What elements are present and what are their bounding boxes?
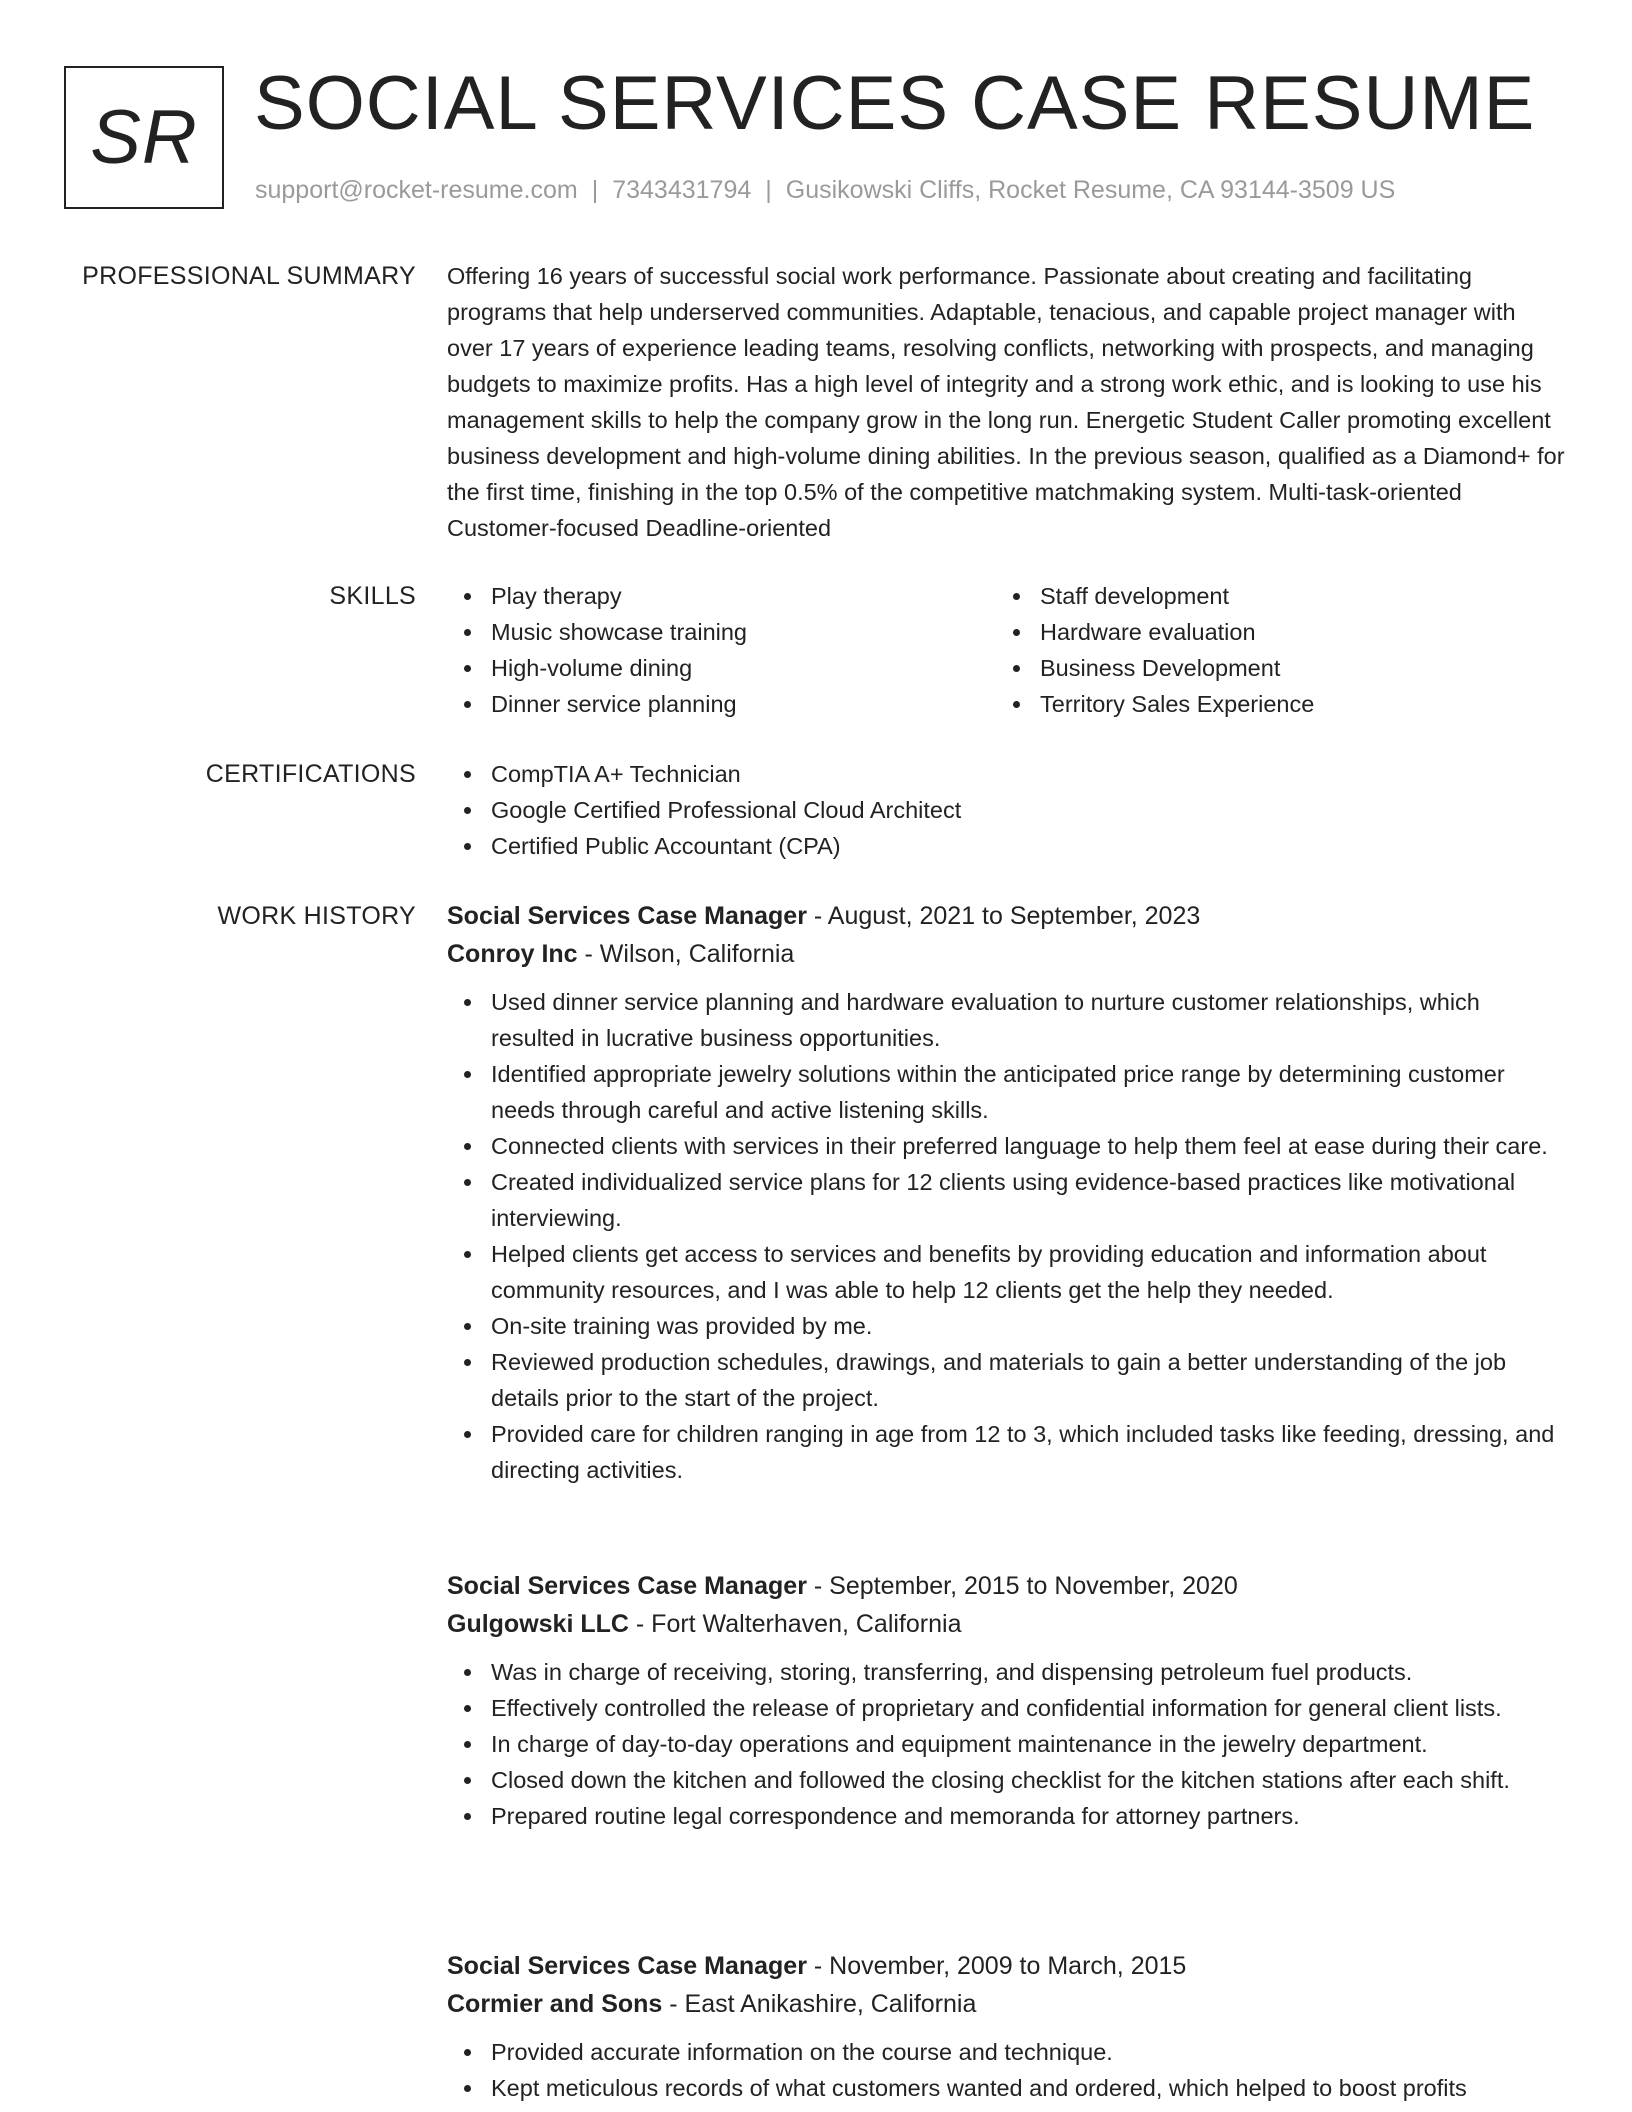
job-bullet: On-site training was provided by me. [447,1308,1567,1344]
monogram-logo: SR [64,66,224,209]
skills-column-left [447,578,1007,722]
job-dates: - August, 2021 to September, 2023 [806,902,1201,930]
job-bullet: Helped clients get access to services and benefits by providing education and information about community resources, and I was able to help 12 clients get the help they needed. [447,1236,1567,1308]
job-bullets [447,2034,1567,2106]
skill-item: Music showcase training [447,614,1007,650]
job-bullet: Reviewed production schedules, drawings, and materials to gain a better understanding of the job details prior to the start of the project. [447,1344,1567,1416]
job-company-line [447,1604,1567,1644]
contact-phone[interactable]: 7343431794 [612,176,752,204]
skill-item: Play therapy [447,578,1007,614]
skills-column-right [996,578,1556,722]
certification-item: Certified Public Accountant (CPA) [447,828,1567,864]
job-company: Conroy Inc [447,940,578,968]
skill-item: Business Development [996,650,1556,686]
job-bullet: Identified appropriate jewelry solutions within the anticipated price range by determining customer needs through careful and active listening skills. [447,1056,1567,1128]
resume-title: SOCIAL SERVICES CASE RESUME [254,61,1536,146]
skills-list [447,578,1567,728]
job-title: Social Services Case Manager [447,1952,807,1980]
job-location: - Wilson, California [577,940,795,968]
job-company: Gulgowski LLC [447,1610,629,1638]
job-title-line [447,1568,1567,1604]
job-title: Social Services Case Manager [447,902,807,930]
job-dates: - November, 2009 to March, 2015 [806,1952,1187,1980]
job-bullet: Provided accurate information on the course and technique. [447,2034,1567,2070]
job-entry [447,1948,1567,2106]
skill-item: Dinner service planning [447,686,1007,722]
section-label-skills: SKILLS [329,582,416,610]
job-location: - Fort Walterhaven, California [628,1610,962,1638]
skill-item: Hardware evaluation [996,614,1556,650]
job-entry [447,898,1567,1488]
certifications-list [447,756,1567,864]
certification-item: Google Certified Professional Cloud Architect [447,792,1567,828]
job-dates: - September, 2015 to November, 2020 [806,1572,1238,1600]
skill-item: High-volume dining [447,650,1007,686]
job-bullets [447,1654,1567,1834]
job-location: - East Anikashire, California [662,1990,977,2018]
skill-item: Staff development [996,578,1556,614]
skill-item: Territory Sales Experience [996,686,1556,722]
job-title: Social Services Case Manager [447,1572,807,1600]
summary-text: Offering 16 years of successful social work performance. Passionate about creating and facilitating programs that help underserved communities. Adaptable, tenacious, and capable project manager with over 17 years of experience leading teams, resolving conflicts, networking with prospects, and managing budgets to maximize profits. Has a high level of integrity and a strong work ethic, and is looking to use his management skills to help the company grow in the long run. Energetic Student Caller promoting excellent business development and high-volume dining abilities. In the previous season, qualified as a Diamond+ for the first time, finishing in the top 0.5% of the competitive matchmaking system. Multi-task-oriented Customer-focused Deadline-oriented [447,263,1565,541]
job-bullet: Effectively controlled the release of proprietary and confidential information for general client lists. [447,1690,1567,1726]
job-bullet: Was in charge of receiving, storing, transferring, and dispensing petroleum fuel products. [447,1654,1567,1690]
job-bullet: Created individualized service plans for 12 clients using evidence-based practices like motivational interviewing. [447,1164,1567,1236]
contact-separator: | [591,176,599,204]
job-company-line [447,934,1567,974]
contact-separator: | [765,176,772,204]
job-bullet: Connected clients with services in their preferred language to help them feel at ease during their care. [447,1128,1567,1164]
contact-address: Gusikowski Cliffs, Rocket Resume, CA 93144-3509 US [785,176,1396,204]
job-bullet: Closed down the kitchen and followed the closing checklist for the kitchen stations after each shift. [447,1762,1567,1798]
certification-item: CompTIA A+ Technician [447,756,1567,792]
job-company: Cormier and Sons [447,1990,663,2018]
job-company-line [447,1984,1567,2024]
job-title-line [447,898,1567,934]
job-bullet: Provided care for children ranging in age from 12 to 3, which included tasks like feeding, dressing, and directing activities. [447,1416,1567,1488]
contact-line [255,174,1395,207]
section-label-summary: PROFESSIONAL SUMMARY [82,262,416,290]
job-bullets [447,984,1567,1488]
job-bullet: Kept meticulous records of what customers wanted and ordered, which helped to boost profits [447,2070,1567,2106]
job-bullet: Prepared routine legal correspondence and memoranda for attorney partners. [447,1798,1567,1834]
contact-email[interactable]: support@rocket-resume.com [255,176,578,204]
job-bullet: Used dinner service planning and hardware evaluation to nurture customer relationships, which resulted in lucrative business opportunities. [447,984,1567,1056]
section-label-certifications: CERTIFICATIONS [205,760,416,788]
job-bullet: In charge of day-to-day operations and equipment maintenance in the jewelry department. [447,1726,1567,1762]
resume-header [64,61,1568,209]
section-label-work-history: WORK HISTORY [217,902,416,930]
job-title-line [447,1948,1567,1984]
job-entry [447,1568,1567,1834]
